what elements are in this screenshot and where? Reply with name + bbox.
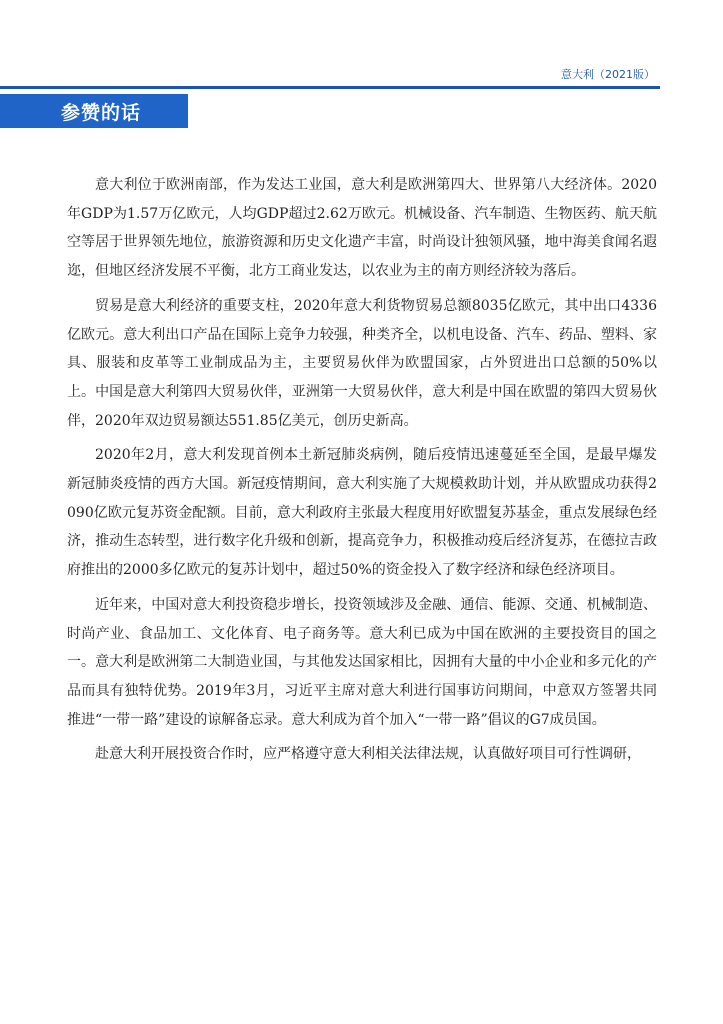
- section-heading-bar: [0, 94, 188, 128]
- document-header-title: 意大利（2021版）: [561, 68, 655, 81]
- paragraph: 近年来，中国对意大利投资稳步增长，投资领域涉及金融、通信、能源、交通、机械制造、时尚产业、食品加工、文化体育、电子商务等。意大利已成为中国在欧洲的主要投资目的国之一。意大利是欧洲第二大制造业国，与其他发达国家相比，因拥有大量的中小企业和多元化的产品而具有独特优势。2019年3月，习近平主席对意大利进行国事访问期间，中意双方签署共同推进“一带一路”建设的谅解备忘录。意大利成为首个加入“一带一路”倡议的G7成员国。: [67, 596, 657, 728]
- header-divider: [0, 86, 660, 89]
- paragraph: 赴意大利开展投资合作时，应严格遵守意大利相关法律法规，认真做好项目可行性调研，: [95, 746, 641, 763]
- paragraph: 贸易是意大利经济的重要支柱，2020年意大利货物贸易总额8035亿欧元，其中出口4336亿欧元。意大利出口产品在国际上竞争力较强，种类齐全，以机电设备、汽车、药品、塑料、家具、服装和皮革等工业制成品为主，主要贸易伙伴为欧盟国家，占外贸进出口总额的50%以上。中国是意大利第四大贸易伙伴，亚洲第一大贸易伙伴，意大利是中国在欧盟的第四大贸易伙伴，2020年双边贸易额达551.85亿美元，创历史新高。: [67, 297, 657, 429]
- paragraph: 意大利位于欧洲南部，作为发达工业国，意大利是欧洲第四大、世界第八大经济体。2020年GDP为1.57万亿欧元，人均GDP超过2.62万欧元。机械设备、汽车制造、生物医药、航天航空等居于世界领先地位，旅游资源和历史文化遗产丰富，时尚设计独领风骚，地中海美食闻名遐迩，但地区经济发展不平衡，北方工商业发达，以农业为主的南方则经济较为落后。: [67, 177, 657, 280]
- body-text: [67, 171, 657, 775]
- paragraph: 2020年2月，意大利发现首例本土新冠肺炎病例，随后疫情迅速蔓延至全国，是最早爆发新冠肺炎疫情的西方大国。新冠疫情期间，意大利实施了大规模救助计划，并从欧盟成功获得2090亿欧元复苏资金配额。目前，意大利政府主张最大程度用好欧盟复苏基金，重点发展绿色经济，推动生态转型，进行数字化升级和创新，提高竞争力，积极推动疫后经济复苏，在德拉吉政府推出的2000多亿欧元的复苏计划中，超过50%的资金投入了数字经济和绿色经济项目。: [67, 447, 657, 579]
- section-title: 参赞的话: [61, 101, 142, 124]
